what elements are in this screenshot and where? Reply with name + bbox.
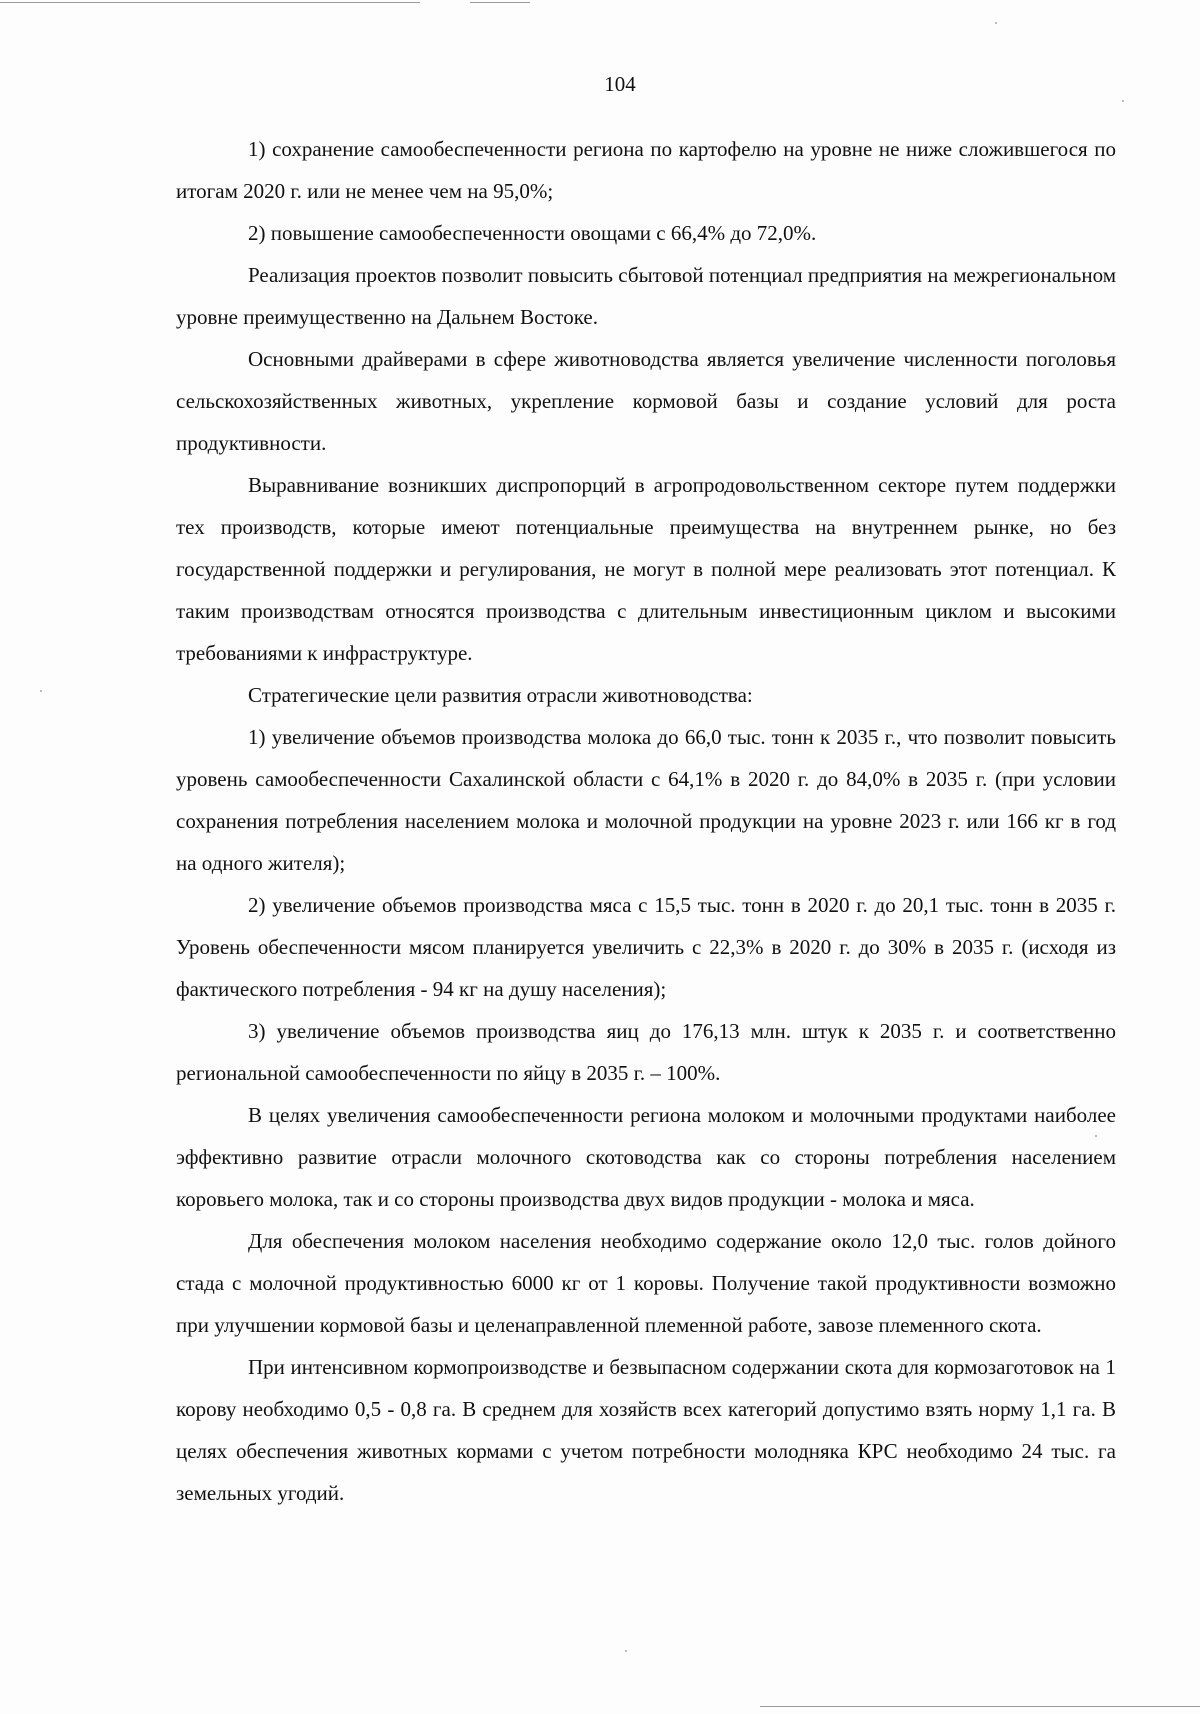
body-text bbox=[176, 128, 1116, 1514]
paragraph: Для обеспечения молоком населения необходимо содержание около 12,0 тыс. голов дойного стада с молочной продуктивностью 6000 кг от 1 коровы. Получение такой продуктивности возможно при улучшении кормовой базы и целенаправленной племенной работе, завозе племенного скота. bbox=[176, 1229, 1116, 1337]
paragraph: 3) увеличение объемов производства яиц до 176,13 млн. штук к 2035 г. и соответственно региональной самообеспеченности по яйцу в 2035 г. – 100%. bbox=[176, 1019, 1116, 1085]
paragraph: 1) сохранение самообеспеченности региона по картофелю на уровне не ниже сложившегося по итогам 2020 г. или не менее чем на 95,0%; bbox=[176, 137, 1116, 203]
paragraph: В целях увеличения самообеспеченности региона молоком и молочными продуктами наиболее эффективно развитие отрасли молочного скотоводства как со стороны потребления населением коровьего молока, так и со стороны производства двух видов продукции - молока и мяса. bbox=[176, 1103, 1116, 1211]
scan-speck bbox=[995, 22, 997, 24]
paragraph: 2) повышение самообеспеченности овощами с 66,4% до 72,0%. bbox=[248, 221, 817, 245]
paragraph: Выравнивание возникших диспропорций в агропродовольственном секторе путем поддержки тех производств, которые имеют потенциальные преимущества на внутреннем рынке, но без государственной поддержки и регулирования, не могут в полной мере реализовать этот потенциал. К таким производствам относятся производства с длительным инвестиционным циклом и высокими требованиями к инфраструктуре. bbox=[176, 473, 1116, 665]
scan-edge-top bbox=[0, 2, 420, 3]
paragraph: Реализация проектов позволит повысить сбытовой потенциал предприятия на межрегиональном уровне преимущественно на Дальнем Востоке. bbox=[176, 263, 1116, 329]
scan-edge-top-right bbox=[470, 2, 530, 3]
paragraph: 2) увеличение объемов производства мяса с 15,5 тыс. тонн в 2020 г. до 20,1 тыс. тонн в 2035 г. Уровень обеспеченности мясом планируется увеличить с 22,3% в 2020 г. до 30% в 2035 г. (исходя из фактического потребления - 94 кг на душу населения); bbox=[176, 893, 1116, 1001]
page-number: 104 bbox=[604, 72, 636, 96]
scan-speck bbox=[40, 690, 42, 692]
scan-speck bbox=[625, 1650, 627, 1652]
scan-speck bbox=[1122, 100, 1124, 102]
paragraph: 1) увеличение объемов производства молока до 66,0 тыс. тонн к 2035 г., что позволит повысить уровень самообеспеченности Сахалинской области с 64,1% в 2020 г. до 84,0% в 2035 г. (при условии сохранения потребления населением молока и молочной продукции на уровне 2023 г. или 166 кг в год на одного жителя); bbox=[176, 725, 1116, 875]
paragraph: При интенсивном кормопроизводстве и безвыпасном содержании скота для кормозаготовок на 1 корову необходимо 0,5 - 0,8 га. В среднем для хозяйств всех категорий допустимо взять норму 1,1 га. В целях обеспечения животных кормами с учетом потребности молодняка КРС необходимо 24 тыс. га земельных угодий. bbox=[176, 1355, 1116, 1505]
paragraph: Основными драйверами в сфере животноводства является увеличение численности поголовья сельскохозяйственных животных, укрепление кормовой базы и создание условий для роста продуктивности. bbox=[176, 347, 1116, 455]
paragraph: Стратегические цели развития отрасли животноводства: bbox=[248, 683, 753, 707]
scan-edge-bottom bbox=[760, 1706, 1200, 1707]
